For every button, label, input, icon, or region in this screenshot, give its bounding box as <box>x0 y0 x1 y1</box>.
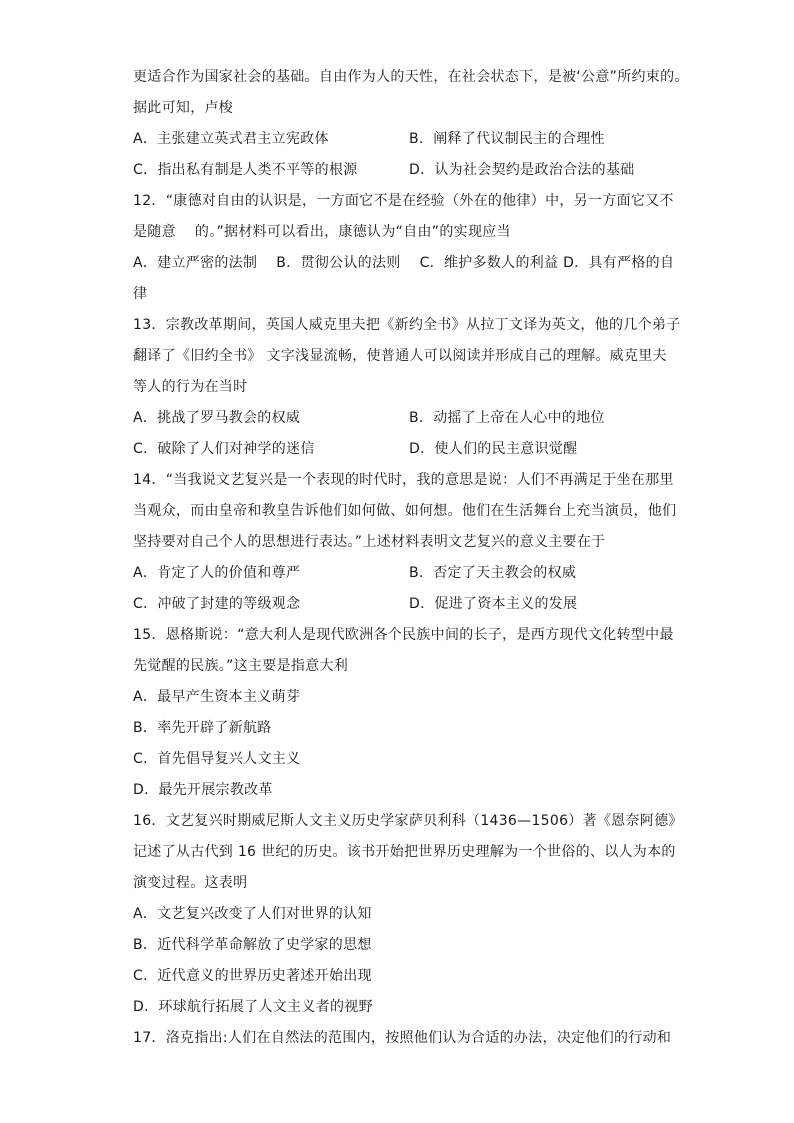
option-a: A．文艺复兴改变了人们对世界的认知 <box>133 906 372 922</box>
option-row <box>133 403 663 434</box>
option-d: D．使人们的民主意识觉醒 <box>409 441 578 457</box>
question-text: 记述了从古代到 16 世纪的历史。该书开始把世界历史理解为一个世俗的、以人为本的 <box>133 844 676 860</box>
question-14 <box>133 465 677 620</box>
question-text: 15．恩格斯说：“意大利人是现代欧洲各个民族中间的长子，是西方现代文化转型中最 <box>133 627 674 643</box>
question-text: 当观众，而由皇帝和教皇告诉他们如何做、如何想。他们在生活舞台上充当演员，他们 <box>133 503 677 519</box>
question-text: 16．文艺复兴时期威尼斯人文主义历史学家萨贝利科（1436—1506）著《恩奈阿德》 <box>133 813 683 829</box>
option-row-continued: 律 <box>133 286 148 302</box>
option-a: A．肯定了人的价值和尊严 <box>133 565 301 581</box>
question-text: 坚持要对自己个人的思想进行表达。”上述材料表明文艺复兴的意义主要在于 <box>133 534 606 550</box>
option-a: A．主张建立英式君主立宪政体 <box>133 131 329 147</box>
option-a: A．挑战了罗马教会的权威 <box>133 410 301 426</box>
question-text: 据此可知，卢梭 <box>133 100 234 116</box>
question-text: 12．“康德对自由的认识是，一方面它不是在经验（外在的他律）中，另一方面它又不 <box>133 193 674 209</box>
option-c: C．指出私有制是人类不平等的根源 <box>133 162 358 178</box>
question-12 <box>133 186 675 310</box>
question-text: 翻译了《旧约全书》 文字浅显流畅，使普通人可以阅读并形成自己的理解。威克里夫 <box>133 348 667 364</box>
option-b: B．否定了天主教会的权威 <box>409 565 577 581</box>
option-c: C．破除了人们对神学的迷信 <box>133 441 315 457</box>
option-c: C．近代意义的世界历史著述开始出现 <box>133 968 372 984</box>
question-text: 等人的行为在当时 <box>133 379 248 395</box>
option-row <box>133 589 663 620</box>
question-text: 演变过程。这表明 <box>133 875 248 891</box>
question-text: 13．宗教改革期间，英国人威克里夫把《新约全书》从拉丁文译为英文，他的几个弟子 <box>133 317 681 333</box>
question-17 <box>133 1023 672 1054</box>
option-b: B．近代科学革命解放了史学家的思想 <box>133 937 372 953</box>
option-b: B．阐释了代议制民主的合理性 <box>409 131 605 147</box>
option-a: A．最早产生资本主义萌芽 <box>133 689 301 705</box>
option-c: C．首先倡导复兴人文主义 <box>133 751 301 767</box>
question-text: 14．“当我说文艺复兴是一个表现的时代时，我的意思是说：人们不再满足于坐在那里 <box>133 472 674 488</box>
question-13 <box>133 310 681 465</box>
option-row: A．建立严密的法制 B．贯彻公认的法则 C．维护多数人的利益 D．具有严格的自 <box>133 255 675 271</box>
option-row <box>133 124 663 155</box>
question-text: 17．洛克指出:人们在自然法的范围内，按照他们认为合适的办法，决定他们的行动和 <box>133 1030 672 1046</box>
option-d: D．促进了资本主义的发展 <box>409 596 578 612</box>
question-text: 更适合作为国家社会的基础。自由作为人的天性，在社会状态下，是被‘公意”所约束的。 <box>133 69 689 85</box>
option-d: D．环球航行拓展了人文主义者的视野 <box>133 999 373 1015</box>
option-row <box>133 434 663 465</box>
option-d: D．最先开展宗教改革 <box>133 782 273 798</box>
option-row <box>133 155 663 186</box>
question-16 <box>133 806 683 1023</box>
option-d: D．认为社会契约是政治合法的基础 <box>409 162 635 178</box>
option-b: B．动摇了上帝在人心中的地位 <box>409 410 605 426</box>
option-b: B．率先开辟了新航路 <box>133 720 272 736</box>
option-row <box>133 558 663 589</box>
question-11 <box>133 62 689 186</box>
exam-page <box>133 62 689 1054</box>
question-text: 先觉醒的民族。”这主要是指意大利 <box>133 658 349 674</box>
question-text: 是随意 的。”据材料可以看出，康德认为“自由”的实现应当 <box>133 224 511 240</box>
option-c: C．冲破了封建的等级观念 <box>133 596 301 612</box>
question-15 <box>133 620 674 806</box>
